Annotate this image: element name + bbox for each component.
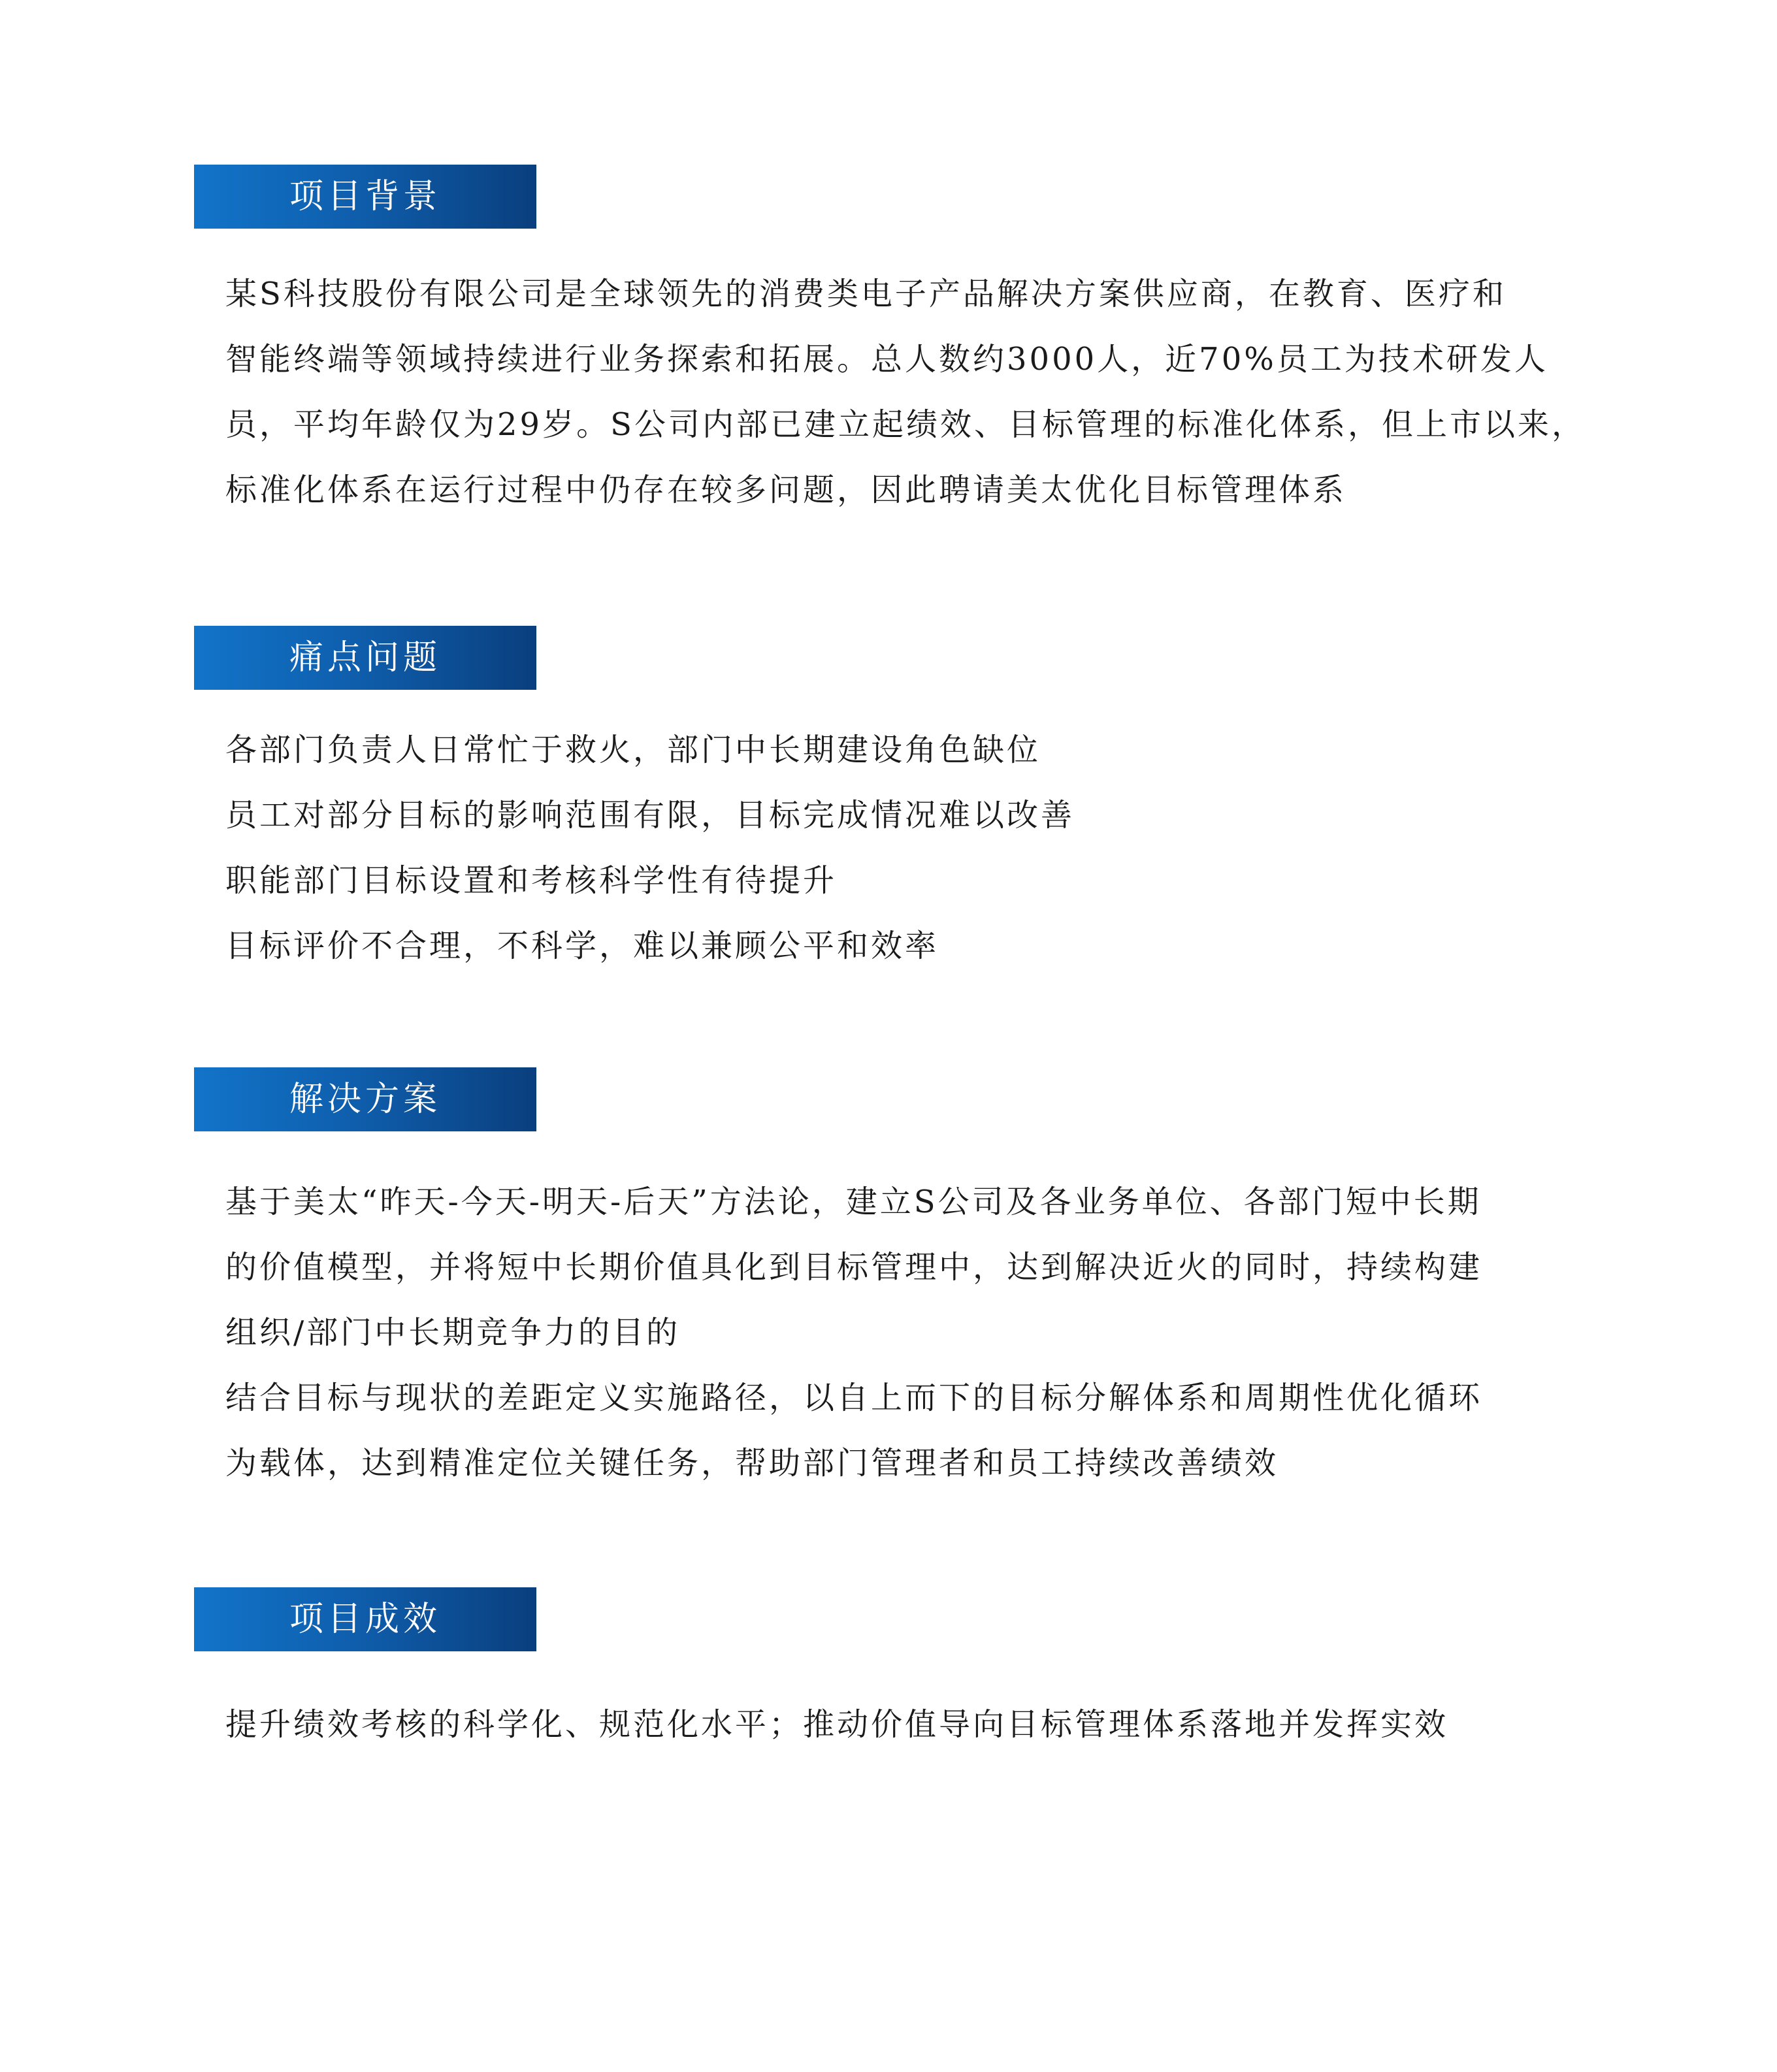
results-paragraph	[225, 1692, 1448, 1757]
solution-line: 组织/部门中长期竞争力的目的	[225, 1314, 681, 1351]
background-line: 智能终端等领域持续进行业务探索和拓展。总人数约3000人，近70%员工为技术研发人	[225, 341, 1548, 378]
pain-point-item: 各部门负责人日常忙于救火，部门中长期建设角色缺位	[225, 732, 1041, 768]
background-line: 员，平均年龄仅为29岁。S公司内部已建立起绩效、目标管理的标准化体系，但上市以来，	[225, 406, 1586, 443]
solution-line: 基于美太“昨天-今天-明天-后天”方法论，建立S公司及各业务单位、各部门短中长期	[225, 1184, 1482, 1220]
section-title-results: 项目成效	[194, 1587, 536, 1651]
results-line: 提升绩效考核的科学化、规范化水平；推动价值导向目标管理体系落地并发挥实效	[225, 1706, 1449, 1743]
pain-point-item: 员工对部分目标的影响范围有限，目标完成情况难以改善	[225, 797, 1075, 834]
background-paragraph	[225, 261, 1586, 523]
pain-point-item: 职能部门目标设置和考核科学性有待提升	[225, 862, 838, 899]
solution-line: 为载体，达到精准定位关键任务，帮助部门管理者和员工持续改善绩效	[225, 1445, 1279, 1481]
solution-line: 结合目标与现状的差距定义实施路径，以自上而下的目标分解体系和周期性优化循环	[225, 1380, 1483, 1416]
section-title-solution: 解决方案	[194, 1067, 536, 1131]
section-title-pain-points: 痛点问题	[194, 626, 536, 690]
background-line: 标准化体系在运行过程中仍存在较多问题，因此聘请美太优化目标管理体系	[225, 472, 1347, 508]
solution-paragraph	[225, 1169, 1482, 1496]
section-title-background: 项目背景	[194, 165, 536, 229]
pain-points-list	[225, 717, 1075, 979]
solution-line: 的价值模型，并将短中长期价值具化到目标管理中，达到解决近火的同时，持续构建	[225, 1249, 1483, 1286]
pain-point-item: 目标评价不合理，不科学，难以兼顾公平和效率	[225, 928, 939, 964]
background-line: 某S科技股份有限公司是全球领先的消费类电子产品解决方案供应商，在教育、医疗和	[225, 276, 1507, 312]
